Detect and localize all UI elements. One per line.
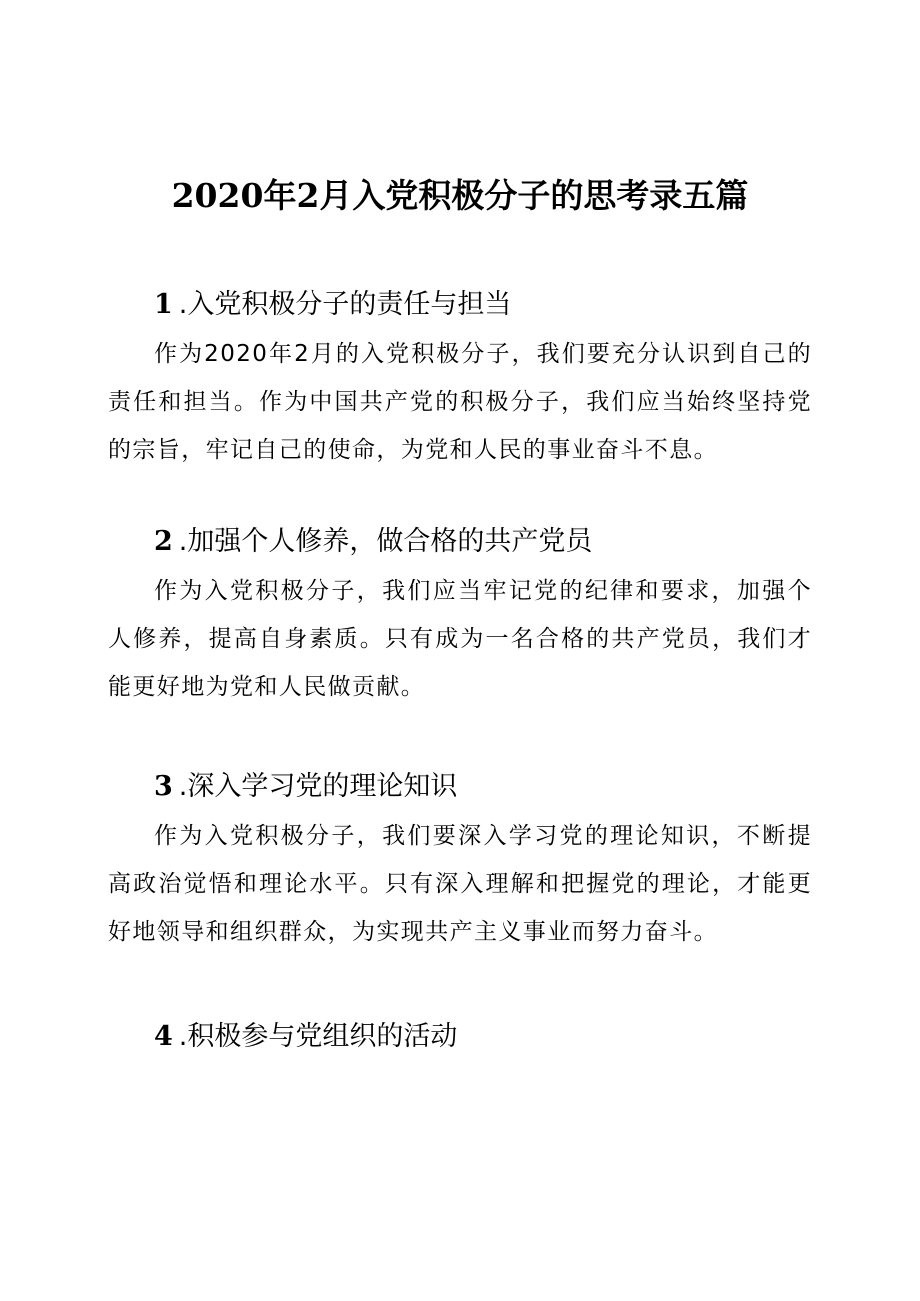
section-heading-text: .深入学习党的理论知识 (178, 771, 458, 802)
section-4 (108, 1017, 812, 1057)
section-body: 作为入党积极分子，我们应当牢记党的纪律和要求，加强个人修养，提高自身素质。只有成为一名合格的共产党员，我们才能更好地为党和人民做贡献。 (108, 578, 812, 700)
section-number: 2 (154, 526, 173, 557)
section-heading-text: .入党积极分子的责任与担当 (178, 289, 512, 320)
section-heading-text: .加强个人修养，做合格的共产党员 (178, 526, 593, 557)
section-heading (154, 767, 812, 807)
section-heading-text: .积极参与党组织的活动 (178, 1021, 458, 1052)
section-3 (108, 767, 812, 956)
section-number: 1 (154, 289, 173, 320)
section-body: 作为2020年2月的入党积极分子，我们要充分认识到自己的责任和担当。作为中国共产党的积极分子，我们应当始终坚持党的宗旨，牢记自己的使命，为党和人民的事业奋斗不息。 (108, 341, 812, 463)
section-heading (154, 1017, 812, 1057)
section-2 (108, 522, 812, 711)
document-title: 2020年2月入党积极分子的思考录五篇 (171, 176, 749, 215)
section-body: 作为入党积极分子，我们要深入学习党的理论知识，不断提高政治觉悟和理论水平。只有深入理解和把握党的理论，才能更好地领导和组织群众，为实现共产主义事业而努力奋斗。 (108, 823, 812, 945)
section-number: 4 (154, 1021, 173, 1052)
section-heading (154, 285, 812, 325)
section-heading (154, 522, 812, 562)
section-number: 3 (154, 771, 173, 802)
section-1 (108, 285, 812, 474)
